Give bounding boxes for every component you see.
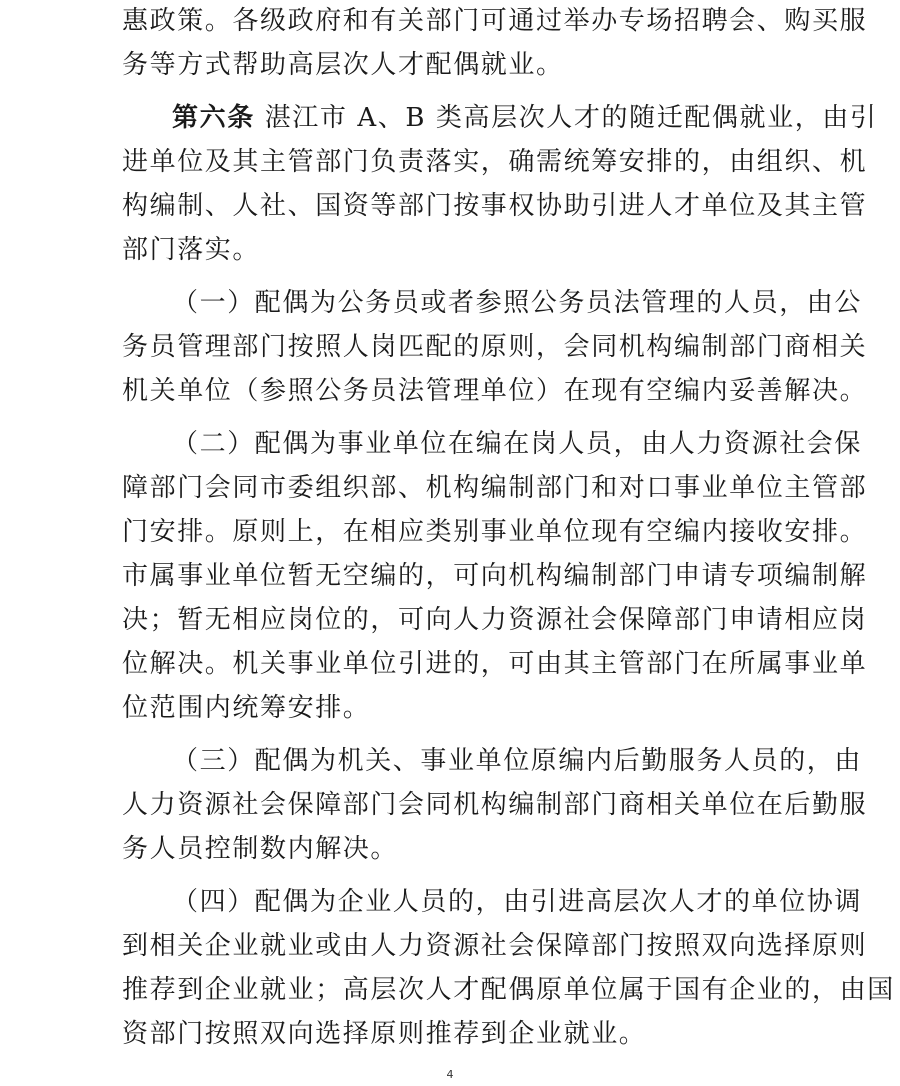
- text-line: （三）配偶为机关、事业单位原编内后勤服务人员的，由: [172, 746, 863, 776]
- text-line: 门安排。原则上，在相应类别事业单位现有空编内接收安排。: [122, 517, 868, 547]
- text-line: 构编制、人社、国资等部门按事权协助引进人才单位及其主管: [122, 191, 868, 221]
- text-line: （一）配偶为公务员或者参照公务员法管理的人员，由公: [172, 288, 863, 318]
- page-number: 4: [446, 1068, 454, 1081]
- text-line: 障部门会同市委组织部、机构编制部门和对口事业单位主管部: [122, 473, 868, 503]
- text-line: 务人员控制数内解决。: [122, 834, 399, 864]
- text-line: （二）配偶为事业单位在编在岗人员，由人力资源社会保: [172, 429, 863, 459]
- text-line: 推荐到企业就业；高层次人才配偶原单位属于国有企业的，由国: [122, 975, 895, 1005]
- article-six-first-line: [0, 101, 900, 135]
- text-line: 决；暂无相应岗位的，可向人力资源社会保障部门申请相应岗: [122, 605, 868, 635]
- text-line: 务员管理部门按照人岗匹配的原则，会同机构编制部门商相关: [122, 332, 868, 362]
- text-line: 人力资源社会保障部门会同机构编制部门商相关单位在后勤服: [122, 790, 868, 820]
- text-line: 进单位及其主管部门负责落实，确需统筹安排的，由组织、机: [122, 147, 868, 177]
- text-line: 湛江市 A、B 类高层次人才的随迁配偶就业，由引: [264, 103, 878, 133]
- text-line: 市属事业单位暂无空编的，可向机构编制部门申请专项编制解: [122, 561, 868, 591]
- text-line: 位范围内统筹安排。: [122, 693, 371, 723]
- text-line: 到相关企业就业或由人力资源社会保障部门按照双向选择原则: [122, 931, 868, 961]
- text-line: 惠政策。各级政府和有关部门可通过举办专场招聘会、购买服: [122, 6, 868, 36]
- article-label: 第六条: [172, 103, 255, 133]
- text-line: 机关单位（参照公务员法管理单位）在现有空编内妥善解决。: [122, 376, 868, 406]
- text-line: 位解决。机关事业单位引进的，可由其主管部门在所属事业单: [122, 649, 868, 679]
- text-line: （四）配偶为企业人员的，由引进高层次人才的单位协调: [172, 887, 863, 917]
- text-line: 部门落实。: [122, 235, 261, 265]
- text-line: 资部门按照双向选择原则推荐到企业就业。: [122, 1019, 647, 1049]
- text-line: 务等方式帮助高层次人才配偶就业。: [122, 50, 564, 80]
